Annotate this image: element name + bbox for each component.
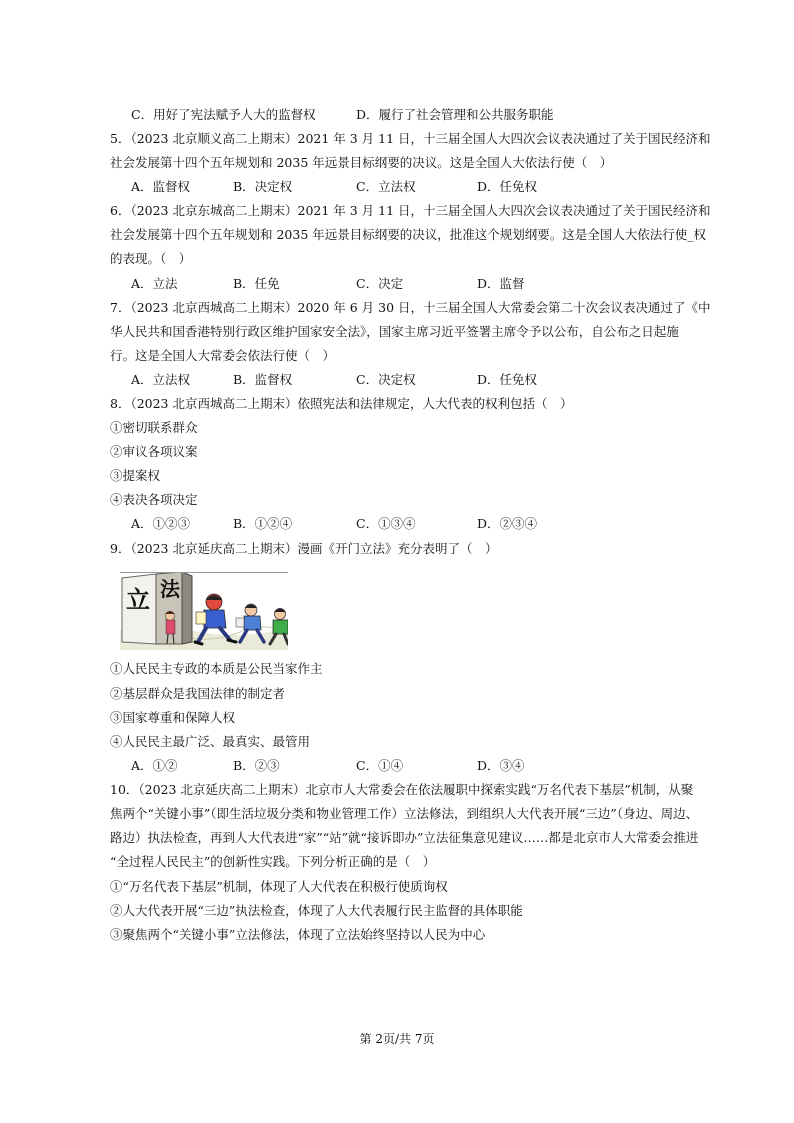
q8-option-d: D．②③④ (477, 516, 538, 531)
q6-stem-line-2: 社会发展第十四个五年规划和 2035 年远景目标纲要的决议，批准这个规划纲要。这是全国人大依法行使_权 (110, 227, 707, 242)
q5-option-c: C．立法权 (356, 179, 416, 194)
q9-item-3: ③国家尊重和保障人权 (110, 710, 236, 725)
q7-stem-line-3: 行。这是全国人大常委会依法行使（ ） (110, 348, 336, 363)
cartoon-open-door-legislation (120, 572, 288, 650)
q10-stem-line-3: 路边）执法检查，再到人大代表进“家”“站”就“接诉即办”立法征集意见建议……都是北京市人大常委会推进 (110, 830, 699, 845)
q9-item-1: ①人民民主专政的本质是公民当家作主 (110, 661, 323, 676)
q10-stem-line-2: 焦两个“关键小事”（即生活垃圾分类和物业管理工作）立法修法，到组织人大代表开展“三边”（身边、周边、 (110, 806, 699, 821)
q5-stem-line-2: 社会发展第十四个五年规划和 2035 年远景目标纲要的决议。这是全国人大依法行使（ ） (110, 155, 613, 170)
q8-item-1: ①密切联系群众 (110, 420, 198, 435)
q8-option-b: B．①②④ (233, 516, 293, 531)
q7-option-d: D．任免权 (477, 372, 538, 387)
q5-stem-line-1: 5．（2023 北京顺义高二上期末）2021 年 3 月 11 日，十三届全国人大四次会议表决通过了关于国民经济和 (110, 131, 711, 146)
q6-option-a: A．立法 (131, 276, 178, 291)
q10-item-2: ②人大代表开展“三边”执法检查，体现了人大代表履行民主监督的具体职能 (110, 903, 523, 918)
q6-stem-line-1: 6．（2023 北京东城高二上期末）2021 年 3 月 11 日，十三届全国人大四次会议表决通过了关于国民经济和 (110, 203, 711, 218)
q4-option-c: C．用好了宪法赋予人大的监督权 (131, 107, 316, 122)
q5-option-b: B．决定权 (233, 179, 293, 194)
q9-option-c: C．①④ (356, 758, 404, 773)
q7-option-b: B．监督权 (233, 372, 293, 387)
q6-option-c: C．决定 (356, 276, 404, 291)
q10-item-1: ①“万名代表下基层”机制，体现了人大代表在积极行使质询权 (110, 879, 448, 894)
q8-stem: 8．（2023 北京西城高二上期末）依照宪法和法律规定，人大代表的权利包括（ ） (110, 396, 573, 411)
q6-stem-line-3: 的表现。（ ） (110, 251, 192, 266)
q5-option-d: D．任免权 (477, 179, 538, 194)
q7-option-a: A．立法权 (131, 372, 191, 387)
cartoon-char-li: 立 (126, 585, 150, 614)
q8-item-3: ③提案权 (110, 468, 161, 483)
q10-stem-line-4: “全过程人民民主”的创新性实践。下列分析正确的是（ ） (110, 854, 436, 869)
q8-item-2: ②审议各项议案 (110, 444, 198, 459)
q8-item-4: ④表决各项决定 (110, 492, 198, 507)
q4-option-d: D．履行了社会管理和公共服务职能 (356, 107, 554, 122)
q7-stem-line-2: 华人民共和国香港特别行政区维护国家安全法》，国家主席习近平签署主席令予以公布，自公布之日起施 (110, 324, 679, 339)
q7-option-c: C．决定权 (356, 372, 416, 387)
q6-option-b: B．任免 (233, 276, 280, 291)
q9-option-a: A．①② (131, 758, 178, 773)
q9-item-2: ②基层群众是我国法律的制定者 (110, 686, 286, 701)
q5-option-a: A．监督权 (131, 179, 191, 194)
q9-item-4: ④人民民主最广泛、最真实、最管用 (110, 734, 311, 749)
q8-option-a: A．①②③ (131, 516, 191, 531)
page-number-footer: 第 2页/共 7页 (359, 1032, 435, 1046)
q9-option-d: D．③④ (477, 758, 525, 773)
q9-option-b: B．②③ (233, 758, 280, 773)
q7-stem-line-1: 7．（2023 北京西城高二上期末）2020 年 6 月 30 日，十三届全国人大常委会第二十次会议表决通过了《中 (110, 300, 711, 315)
q8-option-c: C．①③④ (356, 516, 416, 531)
q10-item-3: ③聚焦两个“关键小事”立法修法，体现了立法始终坚持以人民为中心 (110, 927, 486, 942)
q9-stem: 9．（2023 北京延庆高二上期末）漫画《开门立法》充分表明了（ ） (110, 541, 498, 556)
cartoon-char-fa: 法 (160, 577, 180, 601)
q6-option-d: D．监督 (477, 276, 525, 291)
q10-stem-line-1: 10．（2023 北京延庆高二上期末）北京市人大常委会在依法履职中探索实践“万名代表下基层”机制，从聚 (110, 782, 694, 797)
